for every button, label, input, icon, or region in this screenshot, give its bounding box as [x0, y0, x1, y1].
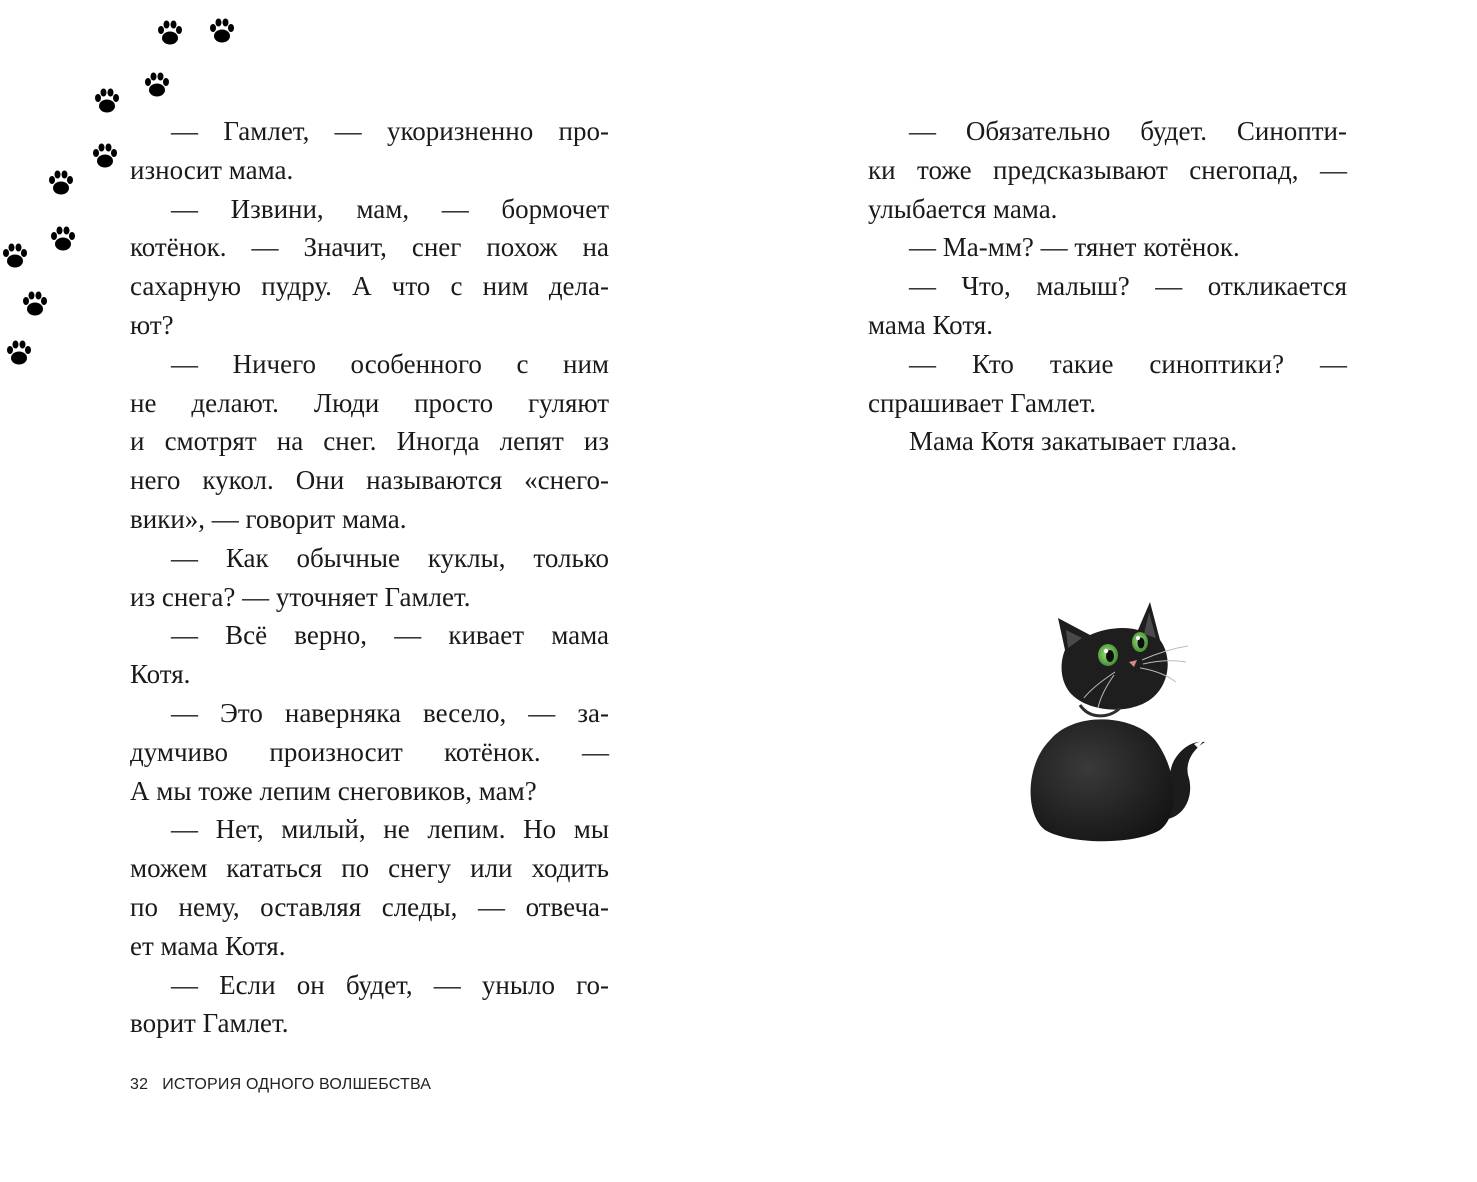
- text-line: него кукол. Они называются «снего-: [130, 465, 609, 496]
- text-line: ют?: [130, 309, 174, 340]
- text-line: мама Котя.: [868, 309, 993, 340]
- text-line: Мама Котя закатывает глаза.: [909, 426, 1238, 457]
- paw-print-icon: [20, 289, 50, 319]
- text-line: улыбается мама.: [868, 193, 1058, 224]
- text-line: — Ма-мм? — тянет котёнок.: [909, 232, 1240, 263]
- text-line: износит мама.: [130, 154, 294, 185]
- paw-print-icon: [92, 86, 122, 116]
- paw-print-icon: [90, 141, 120, 171]
- text-line: — Что, малыш? — откликается: [909, 271, 1347, 302]
- text-line: — Ничего особенного с ним: [171, 348, 609, 379]
- text-line: не делают. Люди просто гуляют: [130, 387, 609, 418]
- text-line: ворит Гамлет.: [130, 1008, 289, 1039]
- text-line: можем кататься по снегу или ходить: [130, 853, 609, 884]
- text-line: вики», — говорит мама.: [130, 503, 407, 534]
- text-line: — Кто такие синоптики? —: [909, 348, 1347, 379]
- text-line: спрашивает Гамлет.: [868, 387, 1097, 418]
- text-line: — Гамлет, — укоризненно про-: [171, 116, 609, 146]
- paw-print-icon: [0, 241, 30, 271]
- left-page-text: [130, 112, 609, 1043]
- text-line: по нему, оставляя следы, — отвеча-: [130, 891, 609, 922]
- text-line: — Это наверняка весело, — за-: [171, 697, 609, 728]
- text-line: — Если он будет, — уныло го-: [171, 969, 609, 1000]
- right-page-text: [868, 112, 1347, 461]
- paw-print-icon: [48, 224, 78, 254]
- paw-print-icon: [207, 16, 237, 46]
- text-line: котёнок. — Значит, снег похож на: [130, 232, 609, 263]
- text-line: сахарную пудру. А что с ним дела-: [130, 271, 609, 302]
- page-number: 32: [130, 1076, 149, 1093]
- black-cat-illustration: [1010, 590, 1220, 850]
- paw-print-icon: [155, 18, 185, 48]
- text-line: ки тоже предсказывают снегопад, —: [868, 154, 1347, 185]
- page-footer: [130, 1076, 431, 1094]
- text-line: Котя.: [130, 659, 191, 690]
- text-line: — Обязательно будет. Синопти-: [909, 116, 1347, 146]
- text-line: — Нет, милый, не лепим. Но мы: [171, 814, 609, 845]
- text-line: — Как обычные куклы, только: [171, 542, 609, 573]
- paw-print-icon: [46, 168, 76, 198]
- text-line: — Извини, мам, — бормочет: [171, 193, 609, 224]
- paw-print-icon: [4, 338, 34, 368]
- text-line: ет мама Котя.: [130, 930, 286, 961]
- text-line: А мы тоже лепим снеговиков, мам?: [130, 775, 537, 806]
- paw-print-icon: [142, 70, 172, 100]
- running-title: ИСТОРИЯ ОДНОГО ВОЛШЕБСТВА: [162, 1076, 432, 1093]
- text-line: думчиво произносит котёнок. —: [130, 736, 609, 767]
- text-line: из снега? — уточняет Гамлет.: [130, 581, 471, 612]
- text-line: и смотрят на снег. Иногда лепят из: [130, 426, 609, 457]
- text-line: — Всё верно, — кивает мама: [171, 620, 609, 651]
